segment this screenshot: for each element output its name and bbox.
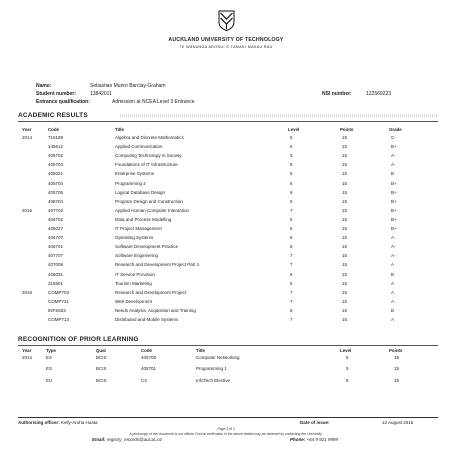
cell-points: 15	[394, 378, 400, 383]
prior-divider	[18, 345, 438, 346]
cell-level: 7	[290, 317, 293, 322]
cell-code: 405704	[48, 180, 64, 186]
table-row	[0, 171, 452, 180]
cell-level: 5	[346, 355, 349, 360]
cell-grade: B+	[391, 216, 397, 222]
cell-level: 6	[290, 226, 293, 231]
cell-points: 15	[342, 317, 348, 322]
page-number: Page 1 of 3	[217, 427, 235, 431]
cell-type: ES	[46, 366, 53, 371]
cell-points: 15	[342, 207, 348, 213]
cell-grade: B	[391, 271, 395, 277]
cell-year: 2014	[22, 135, 33, 140]
cell-points: 15	[342, 198, 348, 204]
table-row	[0, 262, 452, 271]
table-row	[0, 217, 452, 226]
cell-grade: C-	[391, 135, 396, 140]
student-name: Sebastian Munro Barclay-Graham	[90, 83, 166, 89]
cell-points: 15	[342, 144, 348, 150]
cell-points: 15	[342, 244, 348, 250]
cell-code: 405705	[48, 189, 64, 195]
col-grade: Grade	[389, 127, 402, 132]
cell-code: 405706	[141, 355, 157, 360]
phone: Phone: +64 9 921 9999	[290, 437, 338, 442]
cell-title: Logical Database Design	[115, 189, 166, 195]
col-points: Points	[340, 127, 354, 132]
table-row	[0, 299, 452, 308]
university-crest-icon	[218, 10, 235, 31]
table-row	[0, 208, 452, 217]
cell-title: Program Design and Construction	[115, 198, 183, 204]
cell-code: 406027	[48, 226, 64, 231]
cell-title: Web Development	[115, 298, 152, 304]
cell-title: Distributed and Mobile Systems	[115, 317, 179, 322]
security-pattern	[120, 114, 438, 117]
cell-grade: A	[391, 280, 395, 286]
cell-level: 5	[290, 135, 293, 140]
cell-grade: B	[391, 171, 395, 177]
cell-year: 2014	[22, 355, 33, 360]
cell-grade: B+	[391, 180, 397, 186]
student-number: 13842011	[90, 91, 112, 97]
cell-level: 5	[290, 180, 293, 186]
col-code: Code	[48, 127, 59, 132]
cell-title: Computing Technology in Society	[115, 153, 182, 159]
col-level: Level	[288, 127, 300, 132]
cell-points: 15	[342, 180, 348, 186]
cell-level: 5	[290, 162, 293, 168]
cell-points: 15	[342, 253, 348, 259]
cell-code: C3	[141, 378, 147, 383]
table-row	[0, 235, 452, 244]
cell-points: 15	[394, 366, 400, 371]
cell-title: Data and Process Modelling	[115, 216, 172, 222]
table-row	[0, 290, 452, 299]
table-row	[0, 244, 452, 253]
cell-level: 6	[290, 307, 293, 313]
cell-type: EU	[46, 378, 53, 383]
cell-year: 2015	[22, 207, 33, 213]
cell-points: 15	[342, 135, 348, 140]
cell-code: 407707	[48, 253, 64, 259]
cell-title: Research and Development Project	[115, 289, 187, 295]
cell-grade: A-	[391, 244, 396, 250]
cell-grade: B+	[391, 144, 397, 150]
cell-type: ES	[46, 355, 53, 360]
cell-grade: A	[391, 289, 395, 295]
cell-points: 15	[394, 355, 400, 360]
cell-level: 5	[290, 171, 293, 177]
cell-level: 5	[346, 378, 349, 383]
prior-col-level: Level	[340, 348, 352, 353]
cell-grade: A-	[391, 253, 396, 259]
cell-qual: BCIS	[96, 378, 107, 383]
academic-divider	[18, 121, 438, 122]
prior-col-code: Code	[141, 348, 152, 353]
cell-level: 7	[290, 253, 293, 259]
cell-level: 6	[290, 189, 293, 195]
prior-col-type: Type	[46, 348, 56, 353]
cell-level: 5	[346, 366, 349, 371]
entrance-qualification: Admission at NCEA Level 3 Entrance	[112, 99, 195, 105]
cell-title: Software Engineering	[115, 253, 159, 259]
cell-year: 2016	[22, 289, 33, 295]
date-of-issue: 12 August 2016	[382, 420, 414, 425]
cell-grade: B+	[391, 198, 397, 204]
cell-title: Algebra and Discrete Mathematics	[115, 135, 184, 140]
cell-code: COMP713	[48, 317, 70, 322]
cell-points: 15	[342, 216, 348, 222]
cell-points: 15	[342, 280, 348, 286]
table-row	[0, 144, 452, 153]
cell-level: 6	[290, 271, 293, 277]
table-row	[0, 378, 452, 387]
cell-grade: A	[391, 235, 395, 241]
cell-title: Applied Communication	[115, 144, 163, 150]
cell-grade: B+	[391, 226, 397, 231]
cell-title: IT Service Provision	[115, 271, 155, 277]
cell-code: 406702	[48, 216, 64, 222]
cell-code: 216901	[48, 280, 64, 286]
cell-code: 406707	[48, 235, 64, 241]
cell-title: Needs Analysis, Acquisition and Training	[115, 307, 196, 313]
nsi-number: 122569223	[366, 91, 392, 97]
cell-points: 15	[342, 153, 348, 159]
name-label: Name:	[36, 83, 52, 89]
cell-level: 6	[290, 216, 293, 222]
date-of-issue-label: Date of issue:	[300, 420, 330, 425]
cell-code: 405701	[141, 366, 157, 371]
cell-points: 15	[342, 235, 348, 241]
cell-code: 407702	[48, 207, 64, 213]
cell-level: 7	[290, 289, 293, 295]
table-row	[0, 317, 452, 326]
cell-title: Tourism Marketing	[115, 280, 152, 286]
cell-code: 405703	[48, 162, 64, 168]
cell-grade: A	[391, 317, 395, 322]
cell-code: 715189	[48, 135, 64, 140]
cell-title: Operating Systems	[115, 235, 154, 241]
cell-code: 405702	[48, 153, 64, 159]
table-row	[0, 181, 452, 190]
cell-qual: BCIS	[96, 366, 107, 371]
cell-code: INFS603	[48, 307, 66, 313]
cell-grade: A	[391, 298, 395, 304]
cell-level: 7	[290, 262, 293, 268]
cell-code: 145612	[48, 144, 64, 150]
cell-grade: A-	[391, 153, 396, 159]
email: Email: registry_records@aut.ac.nz	[92, 437, 162, 442]
cell-level: 7	[290, 207, 293, 213]
table-row	[0, 135, 452, 144]
cell-points: 15	[342, 307, 348, 313]
cell-code: 405021	[48, 171, 64, 177]
cell-title: Foundations of IT Infrastructure	[115, 162, 178, 168]
cell-points: 15	[342, 289, 348, 295]
prior-learning-title: RECOGNITION OF PRIOR LEARNING	[18, 336, 139, 343]
cell-grade: B+	[391, 207, 397, 213]
university-name: AUCKLAND UNIVERSITY OF TECHNOLOGY	[168, 37, 284, 43]
cell-points: 15	[342, 189, 348, 195]
col-title: Title	[115, 127, 124, 132]
cell-title: InfoTech Elective	[196, 378, 231, 383]
cell-points: 15	[342, 226, 348, 231]
table-row	[0, 199, 452, 208]
cell-title: Computer Networking	[196, 355, 240, 360]
table-row	[0, 226, 452, 235]
cell-points: 15	[342, 298, 348, 304]
cell-code: COMP703	[48, 289, 70, 295]
university-subtitle: TE WĀNANGA ARONUI O TAMAKI MAKAU RAU	[179, 45, 273, 49]
student-number-label: Student number:	[36, 91, 76, 97]
table-row	[0, 190, 452, 199]
prior-col-title: Title	[196, 348, 205, 353]
cell-level: 6	[290, 244, 293, 250]
cell-level: 5	[290, 153, 293, 159]
cell-points: 15	[342, 162, 348, 168]
cell-title: Software Development Practice	[115, 244, 179, 250]
table-row	[0, 162, 452, 171]
cell-grade: A	[391, 262, 395, 268]
footer-divider	[18, 417, 438, 418]
cell-level: 5	[290, 144, 293, 150]
col-year: Year	[22, 127, 32, 132]
cell-title: Programming 2	[115, 180, 146, 186]
table-row	[0, 366, 452, 375]
nsi-label: NSI number:	[322, 91, 352, 97]
prior-col-qual: Qual	[96, 348, 106, 353]
cell-code: 407008	[48, 262, 64, 268]
cell-title: Research and Development Project Part 1	[115, 262, 200, 268]
cell-level: 6	[290, 198, 293, 204]
table-row	[0, 281, 452, 290]
cell-code: 408704	[48, 198, 64, 204]
cell-title: Applied Human Computer Interaction	[115, 207, 190, 213]
authorising-officer: Authorising officer: Kelly-Aroha Huata	[18, 420, 98, 425]
cell-level: 7	[290, 298, 293, 304]
table-row	[0, 355, 452, 364]
cell-code: 406701	[48, 244, 64, 250]
cell-title: IT Project Management	[115, 226, 162, 231]
entrance-label: Entrance qualification:	[36, 99, 90, 105]
cell-title: Enterprise Systems	[115, 171, 155, 177]
cell-points: 15	[342, 271, 348, 277]
cell-level: 6	[290, 235, 293, 241]
disclaimer: A photocopy of this document is not official. Formal verification of the above details may be obtained by contacting the University.	[129, 432, 323, 436]
table-row	[0, 153, 452, 162]
cell-grade: A-	[391, 162, 396, 168]
prior-col-year: Year	[22, 348, 32, 353]
cell-code: COMP721	[48, 298, 70, 304]
table-row	[0, 308, 452, 317]
cell-qual: BCIS	[96, 355, 107, 360]
table-row	[0, 272, 452, 281]
prior-col-points: Points	[389, 348, 403, 353]
cell-code: 406031	[48, 271, 64, 277]
cell-level: 6	[290, 280, 293, 286]
table-row	[0, 253, 452, 262]
cell-grade: B+	[391, 189, 397, 195]
cell-grade: B	[391, 307, 395, 313]
cell-points: 15	[342, 171, 348, 177]
academic-results-title: ACADEMIC RESULTS	[18, 112, 88, 119]
cell-title: Programming 1	[196, 366, 227, 371]
cell-points: 15	[342, 262, 348, 268]
